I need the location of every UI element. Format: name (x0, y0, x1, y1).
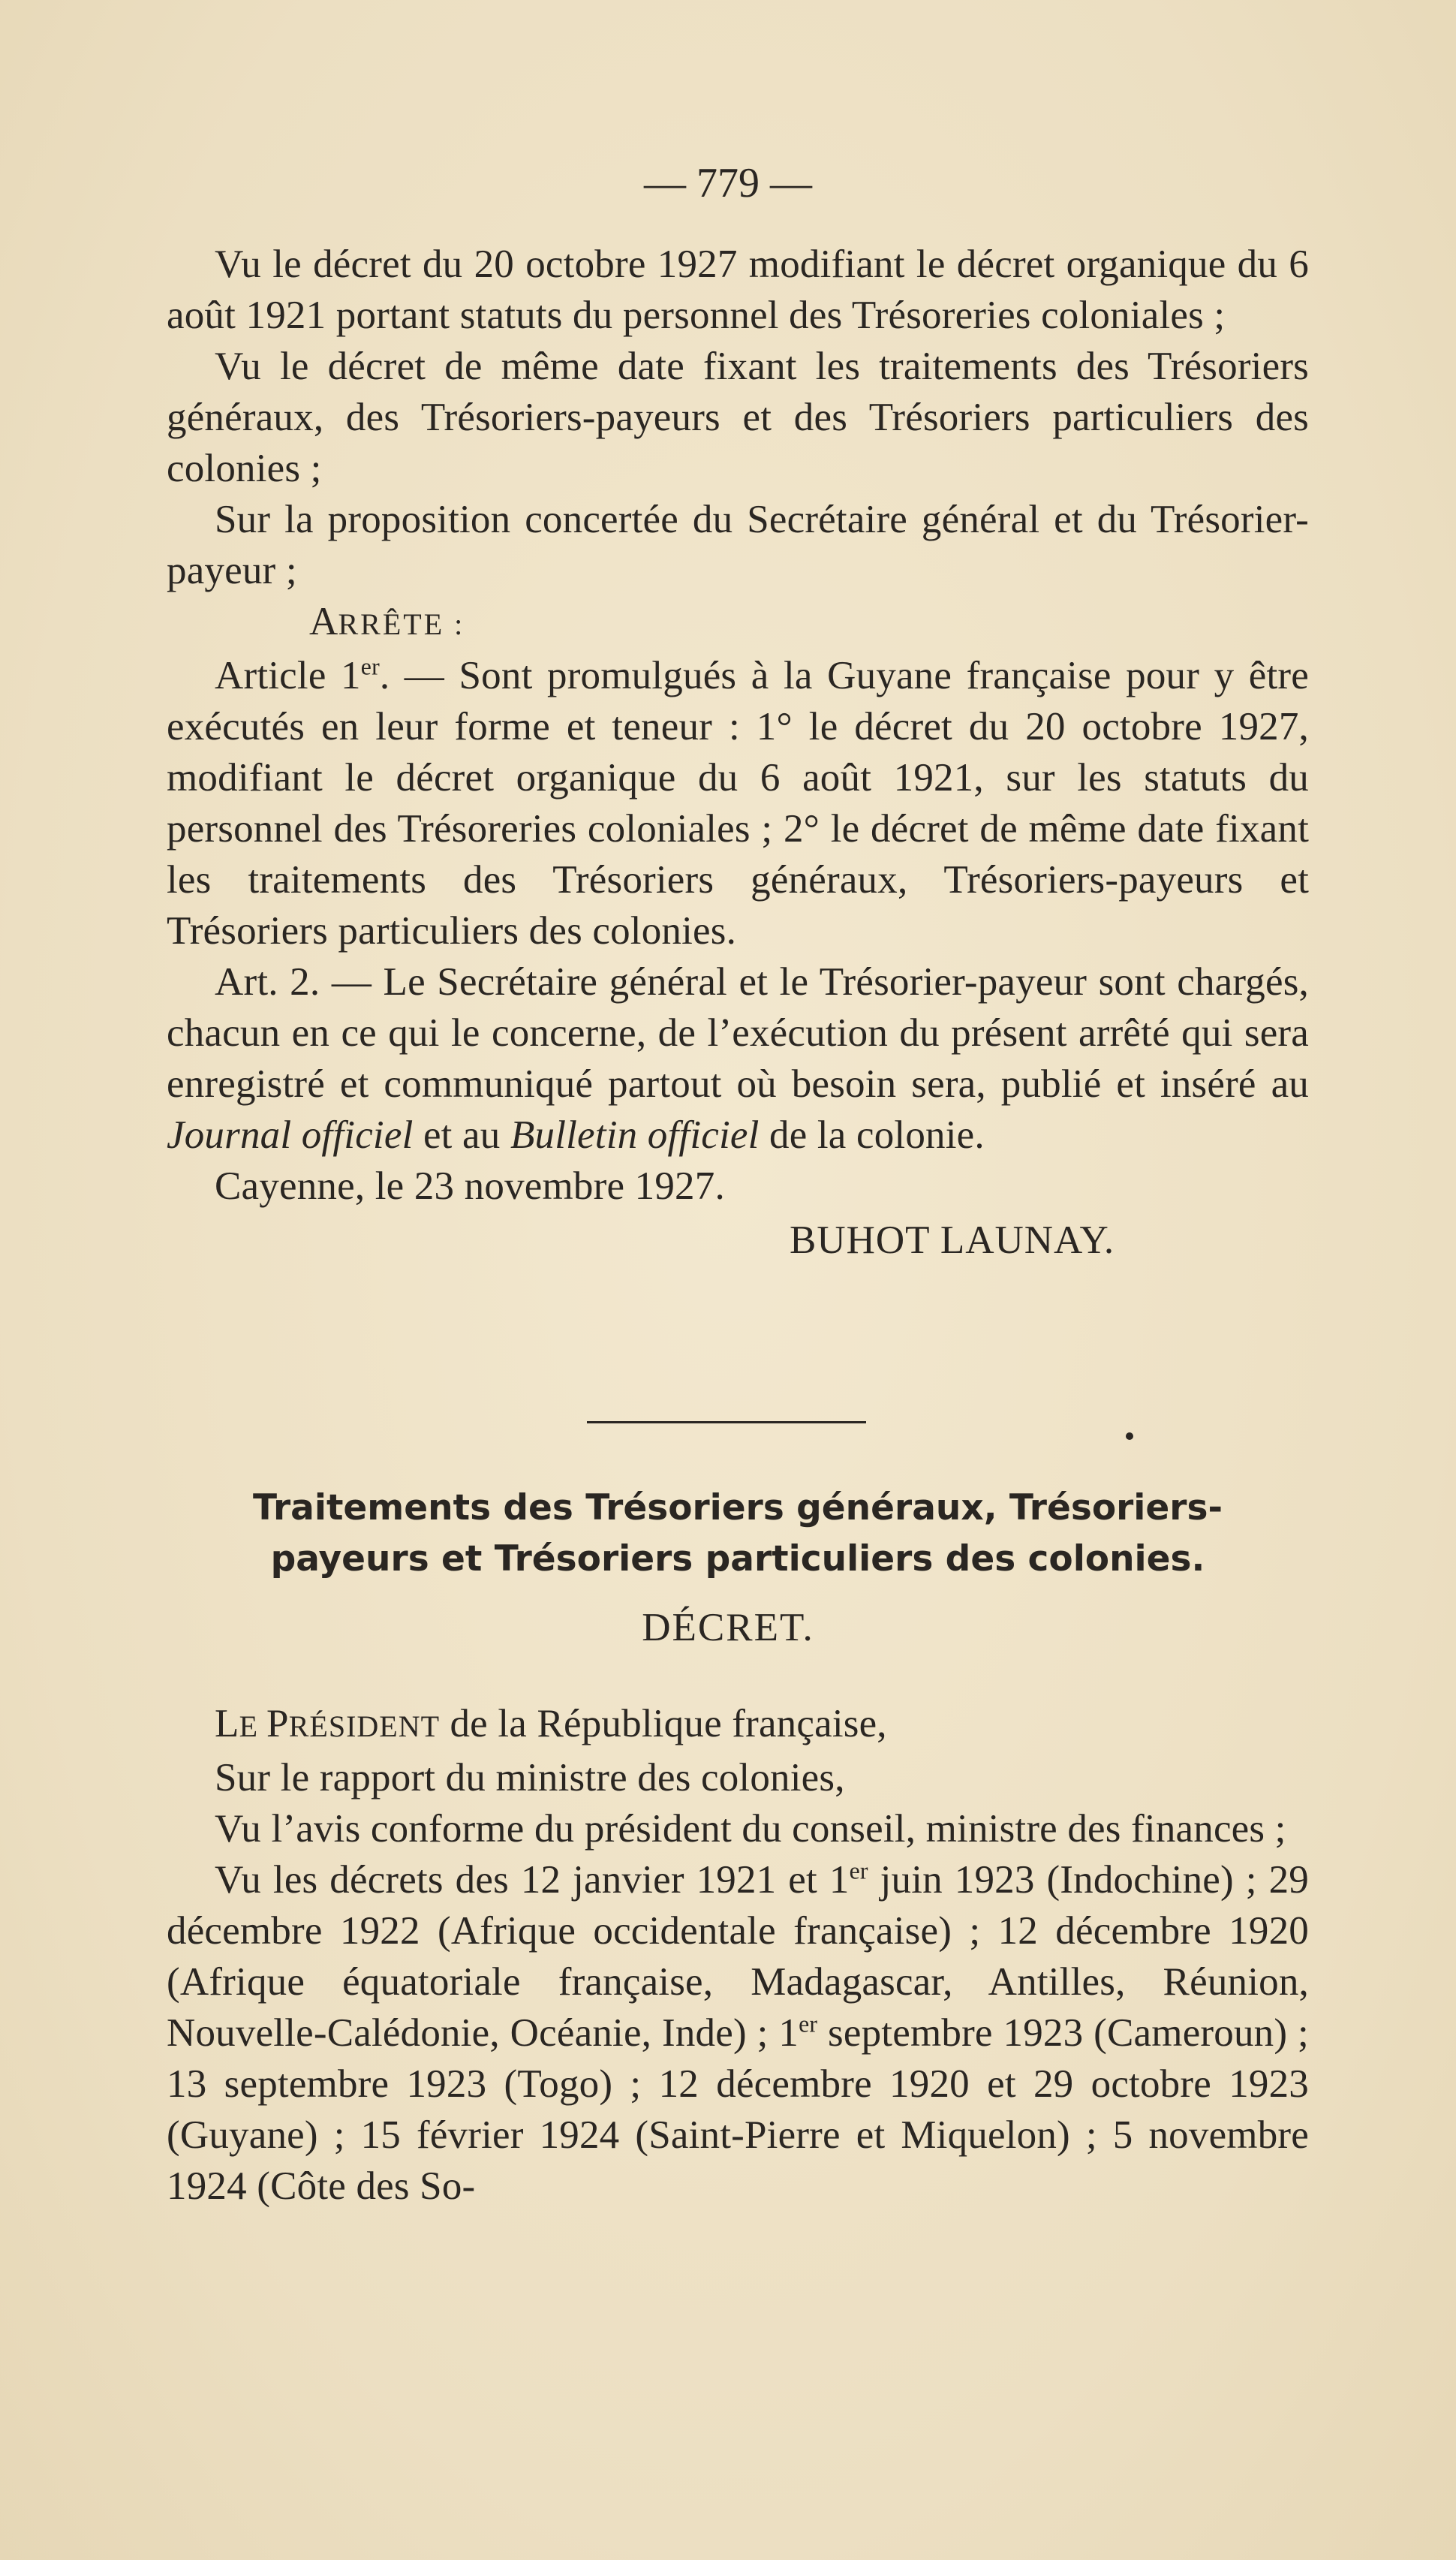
journal-officiel: Journal officiel (167, 1113, 414, 1157)
article-2-end: de la colonie. (759, 1113, 985, 1157)
article-2 (167, 956, 1309, 1161)
vu-decrets (167, 1854, 1309, 2212)
vu-decrets-a: Vu les décrets des 12 janvier 1921 et 1 (215, 1858, 850, 1902)
paragraph-vu-decret-organique: Vu le décret du 20 octobre 1927 modifiant le décret organique du 6 août 1921 portant statuts du personnel des Trésoreries coloniales ; (167, 242, 1309, 337)
president-initial: P (266, 1702, 289, 1745)
le-initial: L (215, 1702, 239, 1745)
article-1-text: . — Sont promulgués à la Guyane française pour y être exécutés en leur forme et teneur : 1° le décret du 20 octobre 1927, modifiant le décret organique du 6 août 1921, sur les statuts du personnel des Trésoreries coloniales ; 2° le décret de même date fixant les traitements des Trésoriers généraux, Trésoriers-payeurs et Trésoriers particuliers des colonies. (167, 654, 1309, 953)
decret-body (167, 1698, 1309, 2212)
vu-decrets-c: septembre 1923 (Cameroun) ; 13 septembre 1923 (Togo) ; 12 décembre 1920 et 29 octobre 1923 (Guyane) ; 15 février 1924 (Saint-Pierre et Miquelon) ; 5 novembre 1924 (Côte des So- (167, 2011, 1309, 2208)
sur-le-rapport: Sur le rapport du ministre des colonies, (215, 1756, 845, 1800)
paragraph-vu-decret-traitements: Vu le décret de même date fixant les traitements des Trésoriers généraux, des Trésoriers-payeurs et des Trésoriers particuliers des colonies ; (167, 345, 1309, 490)
decret-title: DÉCRET. (642, 1606, 814, 1649)
arrete-initial: A (309, 600, 338, 643)
paragraph-sur-proposition: Sur la proposition concertée du Secrétaire général et du Trésorier-payeur ; (167, 498, 1309, 592)
president-rest: RÉSIDENT (288, 1709, 441, 1743)
vu-avis: Vu l’avis conforme du président du conseil, ministre des finances ; (215, 1807, 1286, 1851)
article-1-superscript: er (360, 653, 380, 680)
le-rest: E (239, 1709, 267, 1743)
le-president-tail: de la République française, (440, 1702, 887, 1745)
date-line: Cayenne, le 23 novembre 1927. (215, 1164, 725, 1208)
section-separator (587, 1421, 866, 1423)
arrete-body (167, 239, 1309, 1266)
signature: BUHOT LAUNAY. (790, 1218, 1115, 1262)
le-president (167, 1698, 1309, 1752)
vu-decrets-sup-2: er (799, 2010, 818, 2037)
heading-line-2: payeurs et Trésoriers particuliers des colonies. (270, 1538, 1205, 1580)
article-1 (167, 650, 1309, 956)
arrete-smallcaps: RRÊTE : (338, 607, 465, 641)
ink-dot (1126, 1432, 1133, 1440)
vu-decrets-b: juin 1923 (Indochine) ; 29 décembre 1922 (Afrique occidentale française) ; 12 décembre 1920 (Afrique équatoriale française, Madagascar, Antilles, Réunion, Nouvelle-Calédonie, Océanie, Inde) ; 1 (167, 1858, 1310, 2055)
heading-line-1: Traitements des Trésoriers généraux, Trésoriers- (253, 1487, 1223, 1528)
article-2-mid: et au (413, 1113, 510, 1157)
article-1-lead: Article 1 (215, 654, 361, 697)
bulletin-officiel: Bulletin officiel (510, 1113, 760, 1157)
arrete-label (167, 596, 1309, 650)
page-number: — 779 — (644, 160, 812, 206)
vu-decrets-sup-1: er (849, 1857, 868, 1884)
article-2-text-a: Art. 2. — Le Secrétaire général et le Trésorier-payeur sont chargés, chacun en ce qui le concerne, de l’exécution du présent arrêté qui sera enregistré et communiqué partout où besoin sera, publié et inséré au (167, 960, 1309, 1106)
section-heading (167, 1483, 1309, 1585)
